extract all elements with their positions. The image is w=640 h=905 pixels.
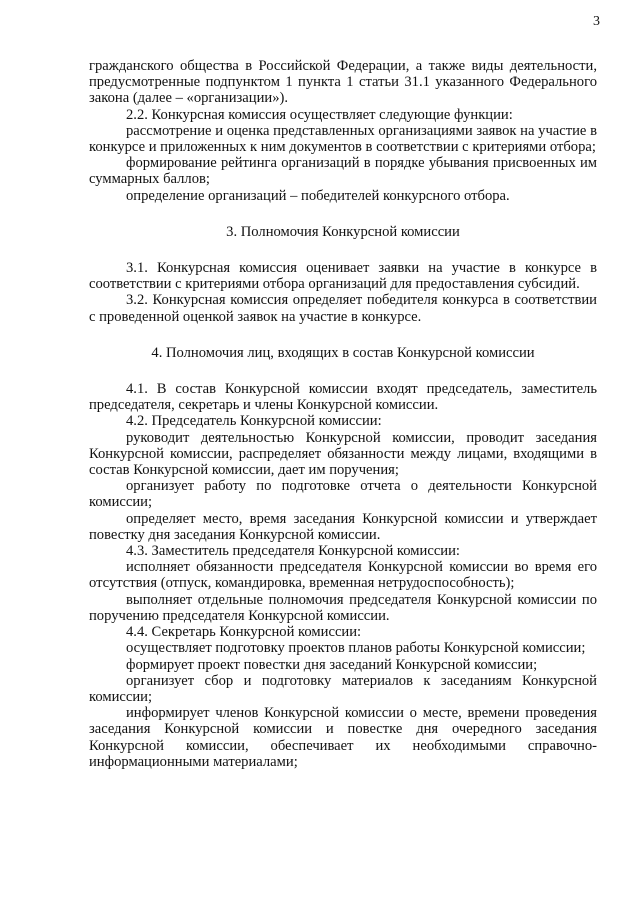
paragraph: 2.2. Конкурсная комиссия осуществляет следующие функции:: [126, 106, 513, 123]
paragraph: определяет место, время заседания Конкурсной комиссии и утверждает повестку дня заседания Конкурсной комиссии.: [89, 510, 597, 543]
paragraph: формирование рейтинга организаций в порядке убывания присвоенных им суммарных баллов;: [89, 155, 597, 188]
paragraph: организует работу по подготовке отчета о деятельности Конкурсной комиссии;: [89, 478, 597, 511]
paragraph: 4.4. Секретарь Конкурсной комиссии:: [126, 624, 362, 641]
document-body: [89, 58, 597, 770]
paragraph: 4.2. Председатель Конкурсной комиссии:: [126, 413, 382, 430]
paragraph: осуществляет подготовку проектов планов работы Конкурсной комиссии;: [126, 640, 586, 657]
paragraph: 4.3. Заместитель председателя Конкурсной комиссии:: [126, 543, 460, 560]
page-number: 3: [593, 14, 600, 29]
paragraph: информирует членов Конкурсной комиссии о месте, времени проведения заседания Конкурсной комиссии и повестке дня очередного заседания Конкурсной комиссии, обеспечивает их необходимыми справочно-информационными материалами;: [89, 705, 597, 770]
paragraph: формирует проект повестки дня заседаний Конкурсной комиссии;: [126, 656, 538, 673]
paragraph: выполняет отдельные полномочия председателя Конкурсной комиссии по поручению председателя Конкурсной комиссии.: [89, 591, 597, 624]
paragraph: гражданского общества в Российской Федерации, а также виды деятельности, предусмотренные подпунктом 1 пункта 1 статьи 31.1 указанного Федерального закона (далее – «организации»).: [89, 58, 597, 107]
paragraph: организует сбор и подготовку материалов к заседаниям Конкурсной комиссии;: [89, 672, 597, 705]
paragraph: 3.1. Конкурсная комиссия оценивает заявки на участие в конкурсе в соответствии с критериями отбора организаций для предоставления субсидий.: [89, 260, 597, 293]
section-heading: 3. Полномочия Конкурсной комиссии: [226, 223, 460, 240]
paragraph: 4.1. В состав Конкурсной комиссии входят председатель, заместитель председателя, секретарь и члены Конкурсной комиссии.: [89, 381, 597, 414]
paragraph: руководит деятельностью Конкурсной комиссии, проводит заседания Конкурсной комиссии, распределяет обязанности между лицами, входящими в состав Конкурсной комиссии, дает им поручения;: [89, 429, 597, 479]
paragraph: рассмотрение и оценка представленных организациями заявок на участие в конкурсе и приложенных к ним документов в соответствии с критериями отбора;: [89, 122, 597, 156]
section-heading: 4. Полномочия лиц, входящих в состав Конкурсной комиссии: [151, 344, 535, 361]
paragraph: определение организаций – победителей конкурсного отбора.: [126, 187, 510, 204]
paragraph: 3.2. Конкурсная комиссия определяет победителя конкурса в соответствии с проведенной оценкой заявок на участие в конкурсе.: [89, 292, 597, 325]
paragraph: исполняет обязанности председателя Конкурсной комиссии во время его отсутствия (отпуск, командировка, временная нетрудоспособность);: [89, 559, 597, 592]
